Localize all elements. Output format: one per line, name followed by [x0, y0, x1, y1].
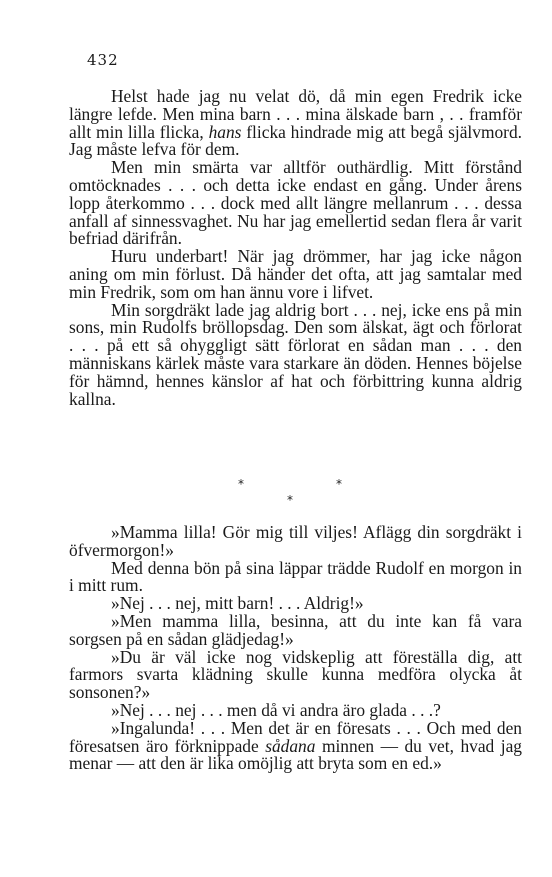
paragraph: Men min smärta var alltför outhärdlig. Mitt förstånd omtöcknades . . . och detta icke endast en gång. Under årens lopp återkommo . . . dock med allt längre mellanrum . . . dessa anfall af sinnessvaghet. Nu har jag emellertid sedan flera år varit befriad därifrån. [69, 157, 522, 249]
paragraph: Helst hade jag nu velat dö, då min egen Fredrik icke längre lefde. Men mina barn . . . mina älskade barn , . . framför allt min lilla flicka, hans flicka hindrade mig att begå självmord. Jag måste lefva för dem. [69, 86, 523, 160]
page-number: 432 [87, 51, 119, 69]
paragraph: »Nej . . . nej . . . men då vi andra äro glada . . .? [111, 699, 441, 720]
separator-star: * [336, 477, 342, 491]
paragraph: »Men mamma lilla, besinna, att du inte kan få vara sorgsen på en sådan glädjedag!» [69, 610, 522, 649]
separator-star: * [238, 477, 244, 491]
paragraph: »Du är väl icke nog vidskeplig att föreställa dig, att farmors svarta klädning skulle kunna medföra olycka åt sonsonen?» [69, 646, 522, 703]
separator-star: * [287, 493, 293, 507]
paragraph: »Mamma lilla! Gör mig till viljes! Aflägg din sorgdräkt i öfvermorgon!» [69, 522, 522, 560]
paragraph: Min sorgdräkt lade jag aldrig bort . . . nej, icke ens på min sons, min Rudolfs bröllopsdag. Den som älskat, ägt och förlorat . . . på ett så ohyggligt sätt förlorat en sådan man . . . den människans kärlek måste vara starkare än döden. Hennes böjelse för hämnd, hennes känslor af hat och förbittring kunna aldrig kallna. [69, 299, 522, 409]
paragraph: »Ingalunda! . . . Men det är en föresats . . . Och med den föresatsen äro förknippade sådana minnen — du vet, hvad jag menar — att den är lika omöjlig att bryta som en ed.» [69, 717, 522, 774]
paragraph: Huru underbart! När jag drömmer, har jag icke någon aning om min förlust. Då händer det ofta, att jag samtalar med min Fredrik, som om han ännu vore i lifvet. [69, 246, 522, 302]
emphasis: hans [208, 121, 242, 142]
emphasis: sådana [265, 735, 316, 756]
paragraph: Med denna bön på sina läppar trädde Rudolf en morgon in i mitt rum. [69, 557, 522, 596]
section-separator [0, 474, 552, 514]
paragraph: »Nej . . . nej, mitt barn! . . . Aldrig!» [111, 593, 364, 614]
text-section-1 [69, 88, 522, 408]
text-section-2 [69, 524, 522, 773]
